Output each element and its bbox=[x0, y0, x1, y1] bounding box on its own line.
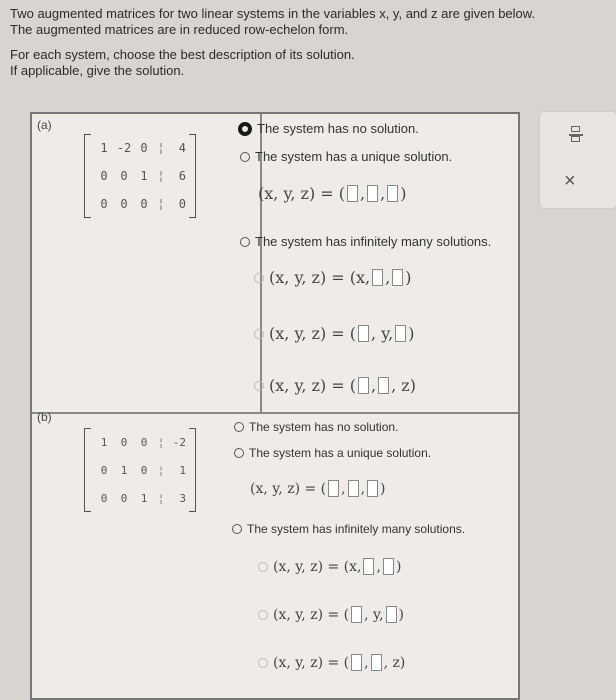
radio-selected-icon[interactable] bbox=[238, 122, 252, 136]
intro-line-2: The augmented matrices are in reduced row-echelon form. bbox=[10, 22, 349, 37]
radio-icon[interactable] bbox=[232, 524, 242, 534]
radio-icon[interactable] bbox=[234, 448, 244, 458]
answer-box[interactable] bbox=[367, 185, 378, 202]
answer-box[interactable] bbox=[387, 185, 398, 202]
answer-box[interactable] bbox=[358, 325, 369, 342]
answer-box[interactable] bbox=[358, 377, 369, 394]
b-option-infinite[interactable]: The system has infinitely many solutions. bbox=[232, 522, 465, 536]
b-option-no-solution[interactable]: The system has no solution. bbox=[234, 420, 398, 434]
part-a-label: (a) bbox=[37, 118, 52, 132]
part-a-matrix bbox=[84, 134, 196, 218]
b-infinite-3: (x, y, z) = ( , , z) bbox=[258, 654, 405, 671]
radio-icon[interactable] bbox=[258, 610, 268, 620]
matrix-row: 0 0 1 ¦ 6 bbox=[100, 169, 186, 183]
matrix-row: 0 0 0 ¦ 0 bbox=[100, 197, 186, 211]
a-option-no-solution[interactable]: The system has no solution. bbox=[238, 121, 419, 136]
answer-box[interactable] bbox=[395, 325, 406, 342]
intro-line-3: For each system, choose the best description of its solution. bbox=[10, 47, 355, 62]
a-unique-solution: (x, y, z) = ( , , ) bbox=[258, 184, 407, 203]
radio-icon[interactable] bbox=[240, 152, 250, 162]
question-panel bbox=[30, 112, 520, 700]
matrix-row: 0 1 0 ¦ 1 bbox=[100, 463, 186, 477]
radio-icon[interactable] bbox=[254, 381, 264, 391]
answer-box[interactable] bbox=[363, 558, 374, 575]
radio-icon[interactable] bbox=[254, 273, 264, 283]
b-unique-solution: (x, y, z) = ( , , ) bbox=[250, 480, 386, 497]
radio-icon[interactable] bbox=[258, 658, 268, 668]
fraction-icon[interactable] bbox=[569, 126, 583, 146]
answer-box[interactable] bbox=[351, 654, 362, 671]
radio-icon[interactable] bbox=[234, 422, 244, 432]
instructions bbox=[10, 6, 610, 88]
a-infinite-2: (x, y, z) = ( , y, ) bbox=[254, 324, 414, 343]
answer-box[interactable] bbox=[371, 654, 382, 671]
b-infinite-2: (x, y, z) = ( , y, ) bbox=[258, 606, 404, 623]
answer-box[interactable] bbox=[378, 377, 389, 394]
a-option-infinite[interactable]: The system has infinitely many solutions. bbox=[240, 234, 491, 249]
radio-icon[interactable] bbox=[258, 562, 268, 572]
answer-box[interactable] bbox=[347, 185, 358, 202]
part-b-label: (b) bbox=[37, 410, 52, 424]
answer-box[interactable] bbox=[372, 269, 383, 286]
matrix-row: 0 0 1 ¦ 3 bbox=[100, 491, 186, 505]
answer-box[interactable] bbox=[367, 480, 378, 497]
b-option-unique[interactable]: The system has a unique solution. bbox=[234, 446, 431, 460]
answer-box[interactable] bbox=[383, 558, 394, 575]
b-infinite-1: (x, y, z) = (x, , ) bbox=[258, 558, 401, 575]
a-option-unique[interactable]: The system has a unique solution. bbox=[240, 149, 452, 164]
intro-line-1: Two augmented matrices for two linear systems in the variables x, y, and z are given below. bbox=[10, 6, 536, 21]
answer-box[interactable] bbox=[348, 480, 359, 497]
part-b-matrix bbox=[84, 428, 196, 512]
answer-box[interactable] bbox=[392, 269, 403, 286]
radio-icon[interactable] bbox=[240, 237, 250, 247]
matrix-row: 1 0 0 ¦ -2 bbox=[100, 435, 186, 449]
tool-panel bbox=[540, 112, 616, 208]
radio-icon[interactable] bbox=[254, 329, 264, 339]
intro-line-4: If applicable, give the solution. bbox=[10, 63, 185, 78]
a-infinite-3: (x, y, z) = ( , , z) bbox=[254, 376, 416, 395]
close-icon[interactable]: × bbox=[564, 170, 576, 192]
a-infinite-1: (x, y, z) = (x, , ) bbox=[254, 268, 411, 287]
answer-box[interactable] bbox=[351, 606, 362, 623]
answer-box[interactable] bbox=[386, 606, 397, 623]
divider-horizontal bbox=[32, 412, 518, 414]
matrix-row: 1 -2 0 ¦ 4 bbox=[100, 141, 186, 155]
answer-box[interactable] bbox=[328, 480, 339, 497]
